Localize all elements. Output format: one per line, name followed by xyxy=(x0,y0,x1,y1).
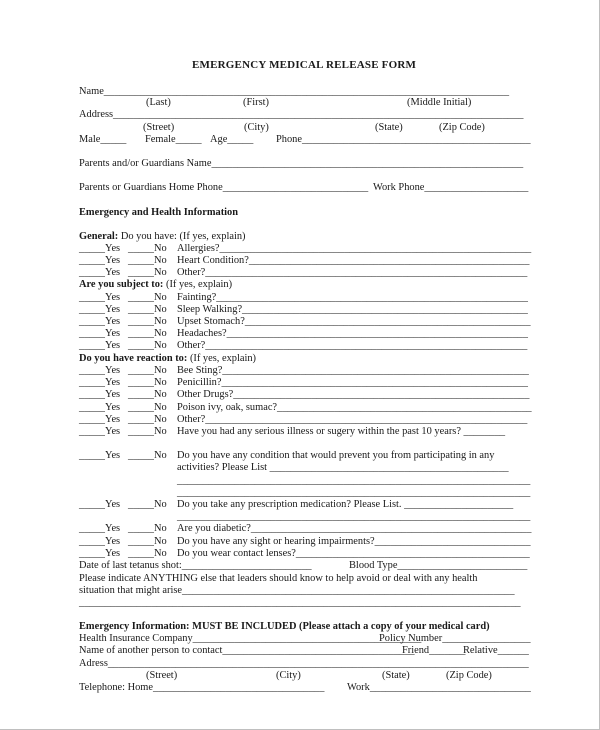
insurance-company-field[interactable]: Health Insurance Company____________________________________________ xyxy=(79,633,422,644)
condition-list-field[interactable]: activities? Please List ______________________________________________ xyxy=(177,462,509,473)
anything-else-blank-line[interactable]: _____________________________________________________________________________________ xyxy=(79,597,521,608)
subject-label: Are you subject to: xyxy=(79,279,164,290)
headaches-field[interactable]: Headaches?__________________________________________________________ xyxy=(177,328,528,339)
no-blank[interactable]: _____No xyxy=(128,328,167,339)
general-instructions: Do you have: (If yes, explain) xyxy=(120,231,246,242)
yes-blank[interactable]: _____Yes xyxy=(79,402,121,413)
yes-blank[interactable]: _____Yes xyxy=(79,340,121,351)
no-blank[interactable]: _____No xyxy=(128,316,167,327)
no-blank[interactable]: _____No xyxy=(128,255,167,266)
adress-street-caption: (Street) xyxy=(146,670,178,681)
yes-blank[interactable]: _____Yes xyxy=(79,243,121,254)
yes-blank[interactable]: _____Yes xyxy=(79,328,121,339)
no-blank[interactable]: _____No xyxy=(128,340,167,351)
serious-illness-field[interactable]: Have you had any serious illness or sugery within the past 10 years? ________ xyxy=(177,426,506,437)
health-heading: Emergency and Health Information xyxy=(79,207,239,218)
emergency-instructions: MUST BE INCLUDED (Please attach a copy of your medical card) xyxy=(192,621,490,632)
heart-condition-field[interactable]: Heart Condition?______________________________________________________ xyxy=(177,255,530,266)
no-blank[interactable]: _____No xyxy=(128,536,167,547)
form-title: EMERGENCY MEDICAL RELEASE FORM xyxy=(192,59,417,71)
subject-instructions: (If yes, explain) xyxy=(165,279,233,290)
general-heading xyxy=(79,231,246,243)
no-blank[interactable]: _____No xyxy=(128,523,167,534)
tetanus-field[interactable]: Date of last tetanus shot:_________________________ xyxy=(79,560,312,571)
yes-blank[interactable]: _____Yes xyxy=(79,316,121,327)
no-blank[interactable]: _____No xyxy=(128,267,167,278)
no-blank[interactable]: _____No xyxy=(128,389,167,400)
yes-blank[interactable]: _____Yes xyxy=(79,292,121,303)
no-blank[interactable]: _____No xyxy=(128,414,167,425)
prescription-field[interactable]: Do you take any prescription medication? Please List. _____________________ xyxy=(177,499,514,510)
diabetic-field[interactable]: Are you diabetic?______________________________________________________ xyxy=(177,523,532,534)
yes-blank[interactable]: _____Yes xyxy=(79,377,121,388)
no-blank[interactable]: _____No xyxy=(128,243,167,254)
general-label: General: xyxy=(79,231,119,242)
no-blank[interactable]: _____No xyxy=(128,402,167,413)
fainting-field[interactable]: Fainting?____________________________________________________________ xyxy=(177,292,528,303)
poison-ivy-field[interactable]: Poison ivy, oak, sumac?_________________________________________________ xyxy=(177,402,532,413)
address-street-caption: (Street) xyxy=(143,122,175,133)
upset-stomach-field[interactable]: Upset Stomach?_______________________________________________________ xyxy=(177,316,531,327)
general-other-field[interactable]: Other?______________________________________________________________ xyxy=(177,267,528,278)
reaction-label: Do you have reaction to: xyxy=(79,353,188,364)
yes-blank[interactable]: _____Yes xyxy=(79,450,121,461)
adress-zip-caption: (Zip Code) xyxy=(446,670,492,681)
blood-type-field[interactable]: Blood Type_________________________ xyxy=(349,560,528,571)
phone-field[interactable]: Phone____________________________________________ xyxy=(276,134,531,145)
yes-blank[interactable]: _____Yes xyxy=(79,426,121,437)
anything-else-field[interactable]: situation that might arise________________________________________________________________ xyxy=(79,585,515,596)
contact-lenses-field[interactable]: Do you wear contact lenses?_____________________________________________ xyxy=(177,548,530,559)
reaction-heading xyxy=(79,353,256,365)
address-zip-caption: (Zip Code) xyxy=(439,122,485,133)
yes-blank[interactable]: _____Yes xyxy=(79,365,121,376)
address-city-caption: (City) xyxy=(244,122,269,133)
no-blank[interactable]: _____No xyxy=(128,426,167,437)
relative-field[interactable]: Relative______ xyxy=(463,645,529,656)
no-blank[interactable]: _____No xyxy=(128,292,167,303)
age-field[interactable]: Age_____ xyxy=(210,134,254,145)
home-phone-field[interactable]: Telephone: Home_________________________________ xyxy=(79,682,325,693)
friend-field[interactable]: Friend_______ xyxy=(402,645,466,656)
no-blank[interactable]: _____No xyxy=(128,548,167,559)
no-blank[interactable]: _____No xyxy=(128,304,167,315)
reaction-instructions: (If yes, explain) xyxy=(189,353,257,364)
condition-question-line1: Do you have any condition that would prevent you from participating in any xyxy=(177,450,495,461)
yes-blank[interactable]: _____Yes xyxy=(79,267,121,278)
emergency-label: Emergency Information: xyxy=(79,621,190,632)
contact-person-field[interactable]: Name of another person to contact_____________________________________ xyxy=(79,645,415,656)
address-field[interactable]: Address_______________________________________________________________________________ xyxy=(79,109,524,120)
address-state-caption: (State) xyxy=(375,122,403,133)
yes-blank[interactable]: _____Yes xyxy=(79,389,121,400)
adress-state-caption: (State) xyxy=(382,670,410,681)
male-field[interactable]: Male_____ xyxy=(79,134,127,145)
name-middle-caption: (Middle Initial) xyxy=(407,97,472,108)
adress-field[interactable]: Adress_________________________________________________________________________________ xyxy=(79,658,529,669)
no-blank[interactable]: _____No xyxy=(128,450,167,461)
work-phone-field[interactable]: Work Phone____________________ xyxy=(373,182,529,193)
bee-sting-field[interactable]: Bee Sting?___________________________________________________________ xyxy=(177,365,529,376)
prescription-blank-line[interactable]: ____________________________________________________________________ xyxy=(177,511,531,522)
subject-other-field[interactable]: Other?______________________________________________________________ xyxy=(177,340,528,351)
name-last-caption: (Last) xyxy=(146,97,171,108)
subject-heading xyxy=(79,279,232,291)
penicillin-field[interactable]: Penicillin?___________________________________________________________ xyxy=(177,377,528,388)
policy-number-field[interactable]: Policy Number_________________ xyxy=(379,633,531,644)
yes-blank[interactable]: _____Yes xyxy=(79,414,121,425)
work-phone-emergency-field[interactable]: Work_______________________________ xyxy=(347,682,531,693)
parents-home-phone-field[interactable]: Parents or Guardians Home Phone____________________________ xyxy=(79,182,369,193)
condition-blank-line[interactable]: ____________________________________________________________________ xyxy=(177,475,531,486)
reaction-other-field[interactable]: Other?______________________________________________________________ xyxy=(177,414,528,425)
allergies-field[interactable]: Allergies?____________________________________________________________ xyxy=(177,243,532,254)
yes-blank[interactable]: _____Yes xyxy=(79,536,121,547)
anything-else-prompt: Please indicate ANYTHING else that leaders should know to help avoid or deal with any health xyxy=(79,573,478,584)
no-blank[interactable]: _____No xyxy=(128,365,167,376)
other-drugs-field[interactable]: Other Drugs?_________________________________________________________ xyxy=(177,389,530,400)
name-first-caption: (First) xyxy=(243,97,269,108)
name-field[interactable]: Name______________________________________________________________________________ xyxy=(79,86,510,97)
yes-blank[interactable]: _____Yes xyxy=(79,304,121,315)
female-field[interactable]: Female_____ xyxy=(145,134,202,145)
no-blank[interactable]: _____No xyxy=(128,377,167,388)
yes-blank[interactable]: _____Yes xyxy=(79,548,121,559)
parents-name-field[interactable]: Parents and/or Guardians Name____________________________________________________________ xyxy=(79,158,524,169)
yes-blank[interactable]: _____Yes xyxy=(79,499,121,510)
no-blank[interactable]: _____No xyxy=(128,499,167,510)
yes-blank[interactable]: _____Yes xyxy=(79,255,121,266)
emergency-heading xyxy=(79,621,490,633)
condition-blank-line[interactable]: ____________________________________________________________________ xyxy=(177,487,531,498)
yes-blank[interactable]: _____Yes xyxy=(79,523,121,534)
adress-city-caption: (City) xyxy=(276,670,301,681)
sight-hearing-field[interactable]: Do you have any sight or hearing impairments?______________________________ xyxy=(177,536,531,547)
sleep-walking-field[interactable]: Sleep Walking?_______________________________________________________ xyxy=(177,304,528,315)
